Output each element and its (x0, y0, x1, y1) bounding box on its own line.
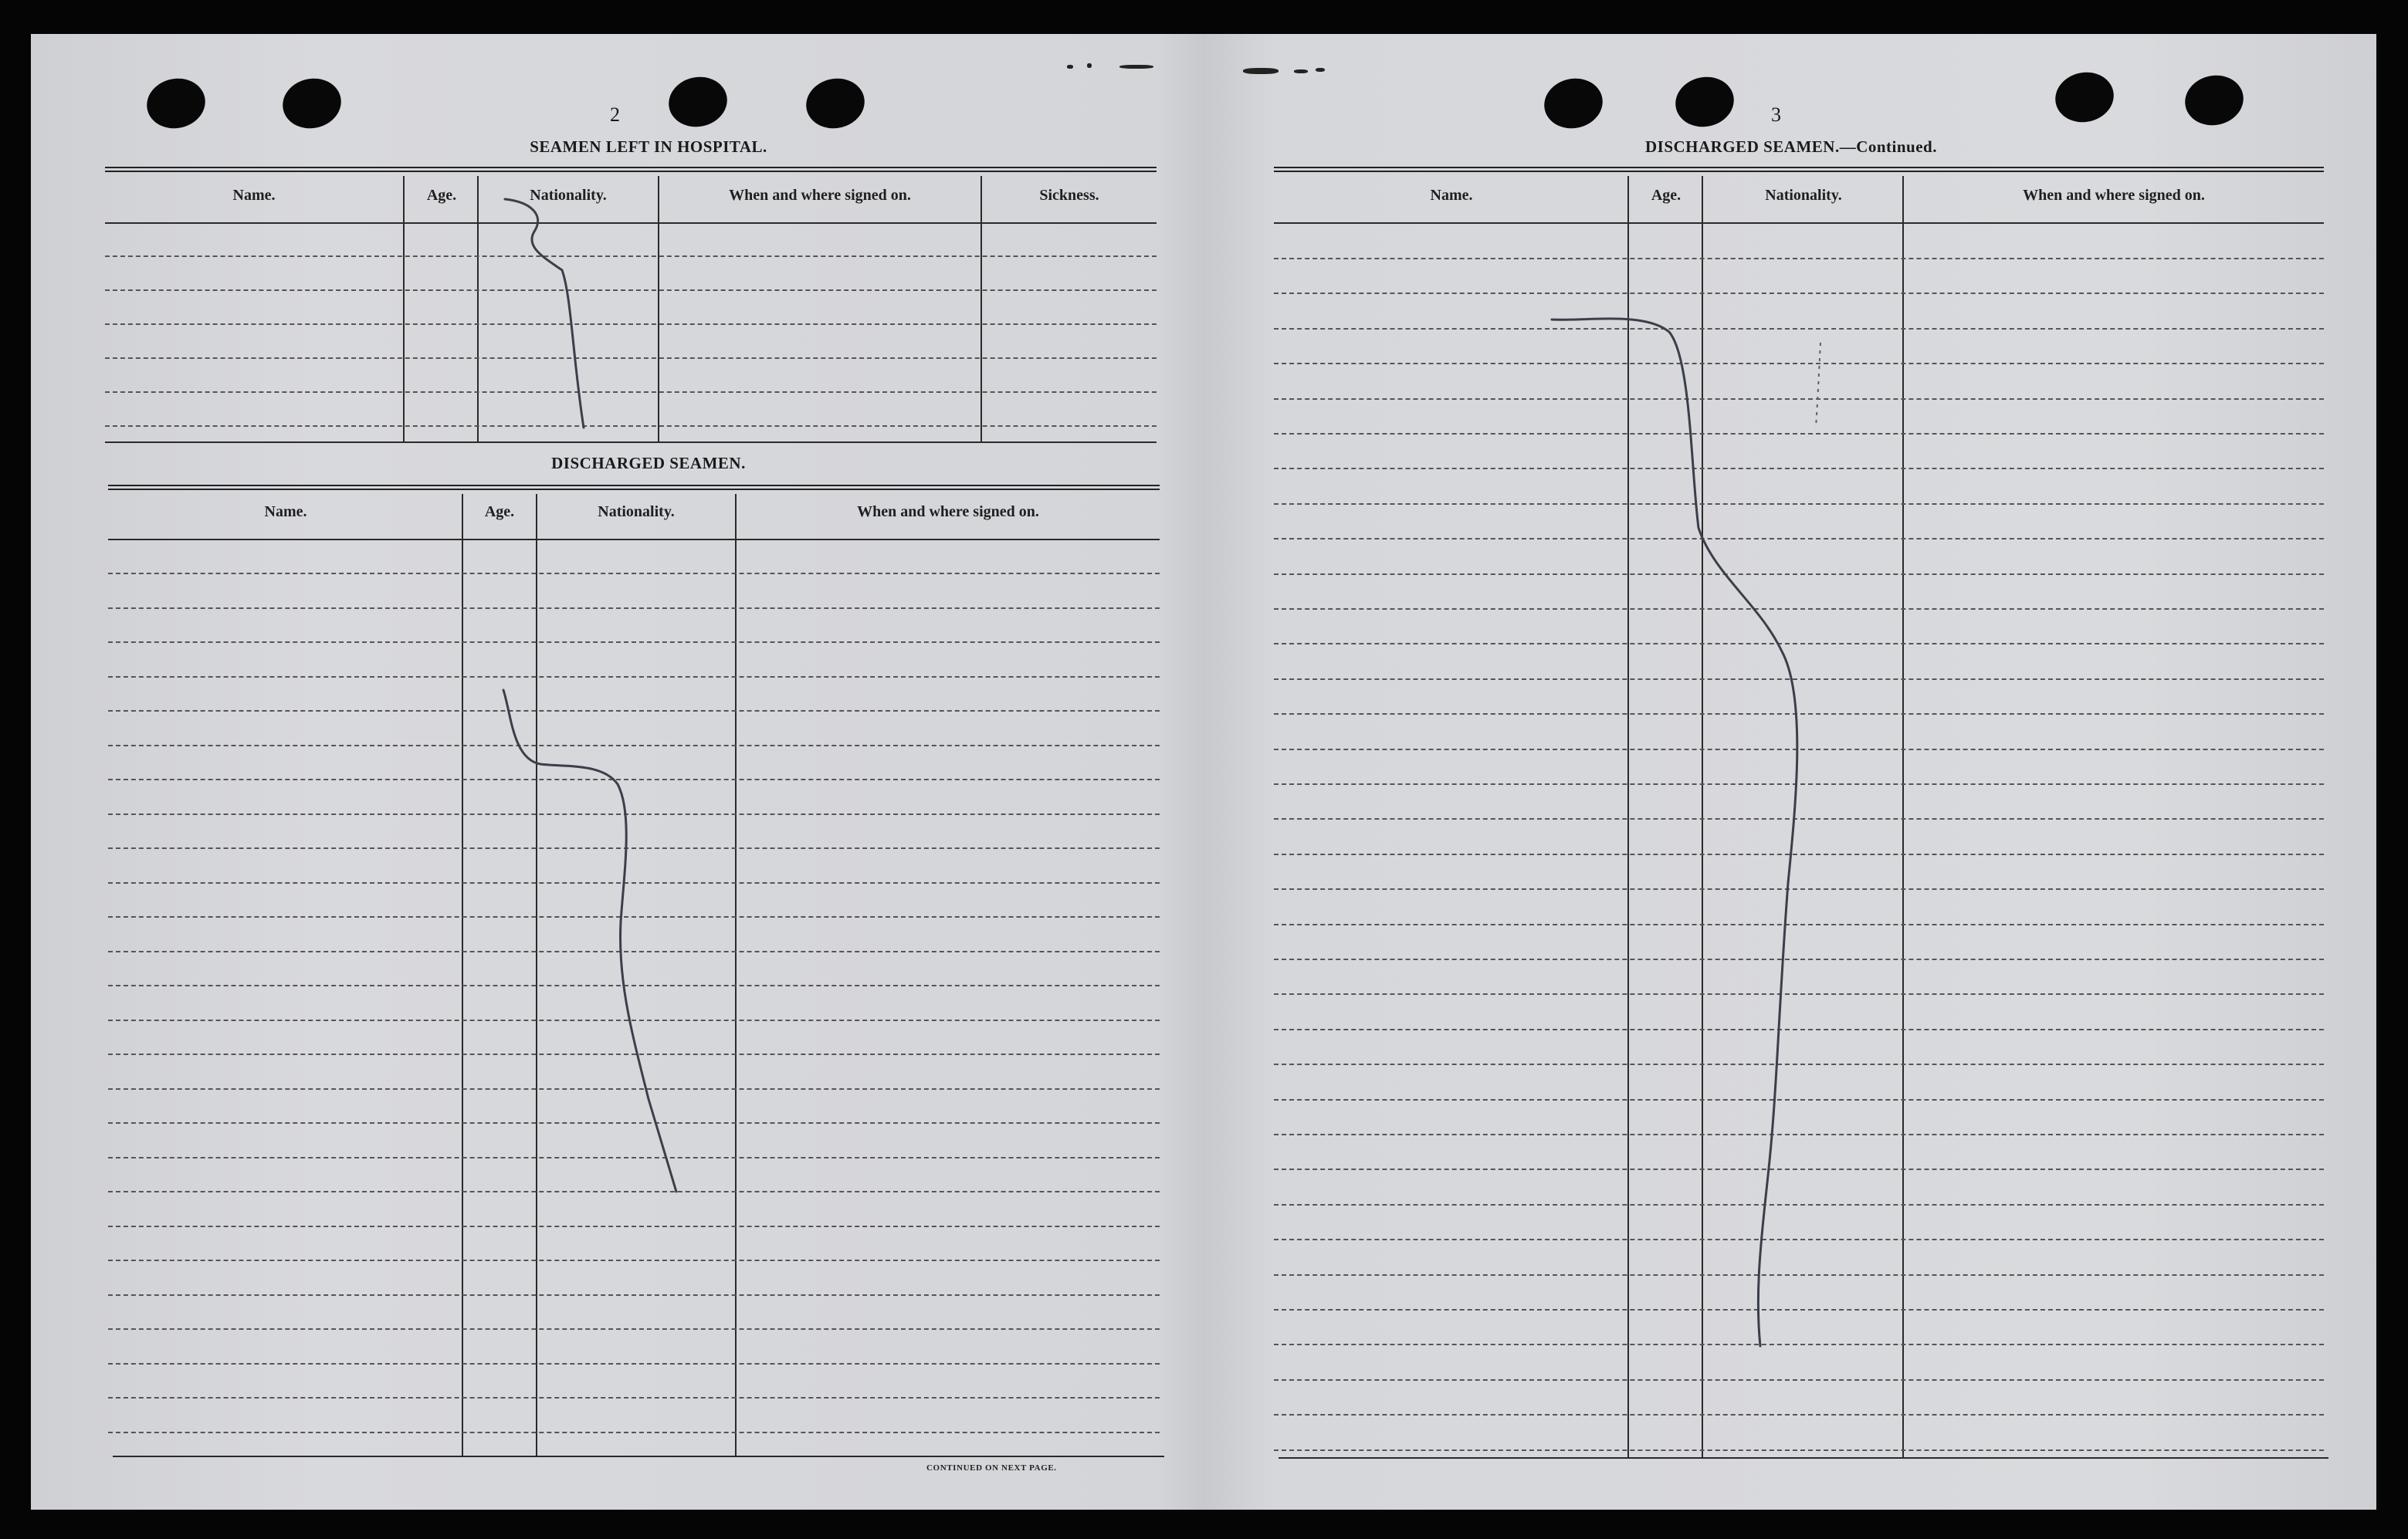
column-header-signed-on: When and where signed on. (857, 503, 1039, 520)
column-header-nationality: Nationality. (1765, 187, 1842, 204)
column-header-age: Age. (1651, 187, 1682, 204)
hospital-section-title: SEAMEN LEFT IN HOSPITAL. (530, 137, 767, 156)
discharged-continued-title: DISCHARGED SEAMEN.—Continued. (1645, 137, 1937, 156)
column-header-signed-on: When and where signed on. (2023, 187, 2205, 204)
page-number: 2 (610, 103, 620, 126)
column-header-nationality: Nationality. (598, 503, 675, 520)
column-header-signed-on: When and where signed on. (729, 187, 911, 204)
continued-note: CONTINUED ON NEXT PAGE. (926, 1463, 1057, 1473)
column-header-name: Name. (1430, 187, 1473, 204)
pencil-mark-discharged (503, 690, 676, 1192)
pencil-mark-continued (1552, 319, 1797, 1346)
pencil-strike-marks (31, 34, 2376, 1510)
column-header-nationality: Nationality. (530, 187, 607, 204)
column-header-age: Age. (484, 503, 515, 520)
pencil-mark-hospital (505, 199, 584, 428)
column-header-age: Age. (426, 187, 457, 204)
column-header-name: Name. (264, 503, 307, 520)
scanned-document (31, 34, 2376, 1510)
pencil-mark-tick (1816, 343, 1820, 428)
column-header-name: Name. (232, 187, 276, 204)
page-number: 3 (1771, 103, 1781, 126)
discharged-section-title: DISCHARGED SEAMEN. (551, 454, 746, 472)
column-header-sickness: Sickness. (1039, 187, 1099, 204)
